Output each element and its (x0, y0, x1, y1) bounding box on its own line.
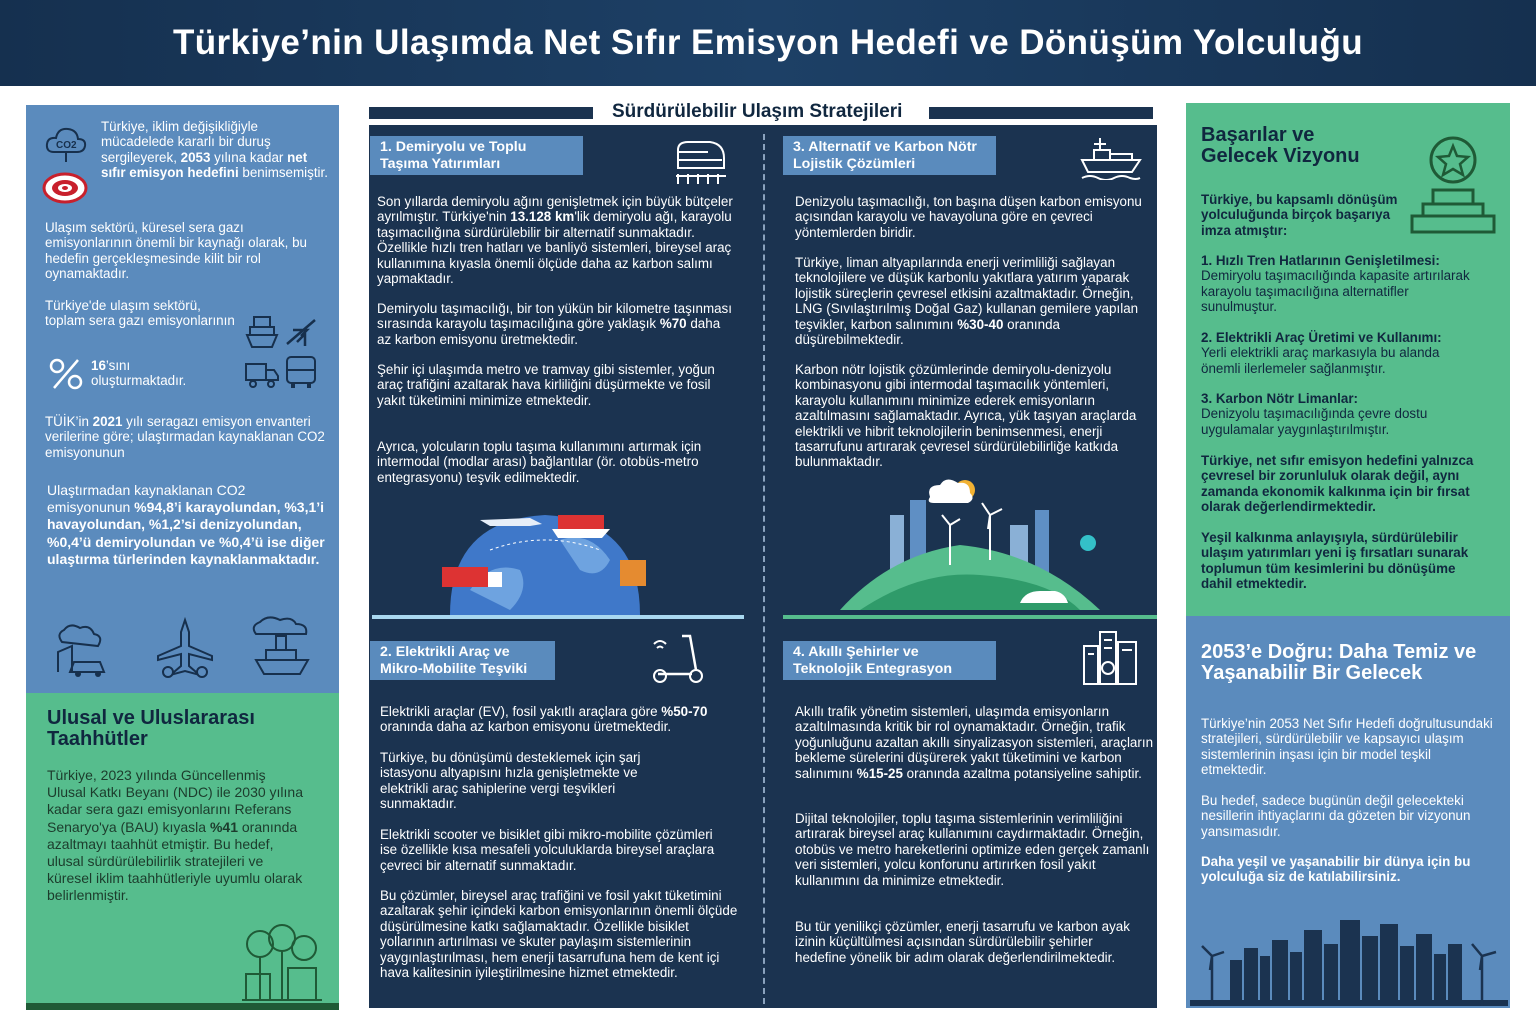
card3-bottom-line (783, 615, 1157, 619)
wind-city-icon (1190, 900, 1508, 1006)
card2-p3: Elektrikli scooter ve bisiklet gibi mikro-mobilite çözümleri ise özellikle kısa mesafeli yolculuklarda bireysel araçlara çevreci bir alternatif sunmaktadır. (380, 827, 715, 873)
card2-p2: Türkiye, bu dönüşümü desteklemek için şarj istasyonu altyapısını hızla genişletmekte ve elektrikli araç sahiplerine vergi teşvikleri sunmaktadır. (380, 750, 641, 812)
page-title: Türkiye’nin Ulaşımda Net Sıfır Emisyon Hedefi ve Dönüşüm Yolculuğu (172, 23, 1364, 62)
card1-p3: Şehir içi ulaşımda metro ve tramvay gibi sistemler, yoğun araç trafiğini azaltarak hava kirliliğini düşürmekte ve fosil yakıt tüketimini minimize etmektedir. (377, 362, 715, 408)
card4-title: 4. Akıllı Şehirler ve Teknolojik Entegrasyon (783, 641, 996, 680)
factory-car-icon (52, 622, 110, 680)
achievements-p2: Yeşil kalkınma anlayışıyla, sürdürülebilir ulaşım yatırımları yeni iş fırsatları sunarak toplumun tüm kesimlerini bu dönüşüme dahil etmektedir. (1201, 530, 1469, 592)
card1-p1: Son yıllarda demiryolu ağını genişletmek için büyük bütçeler ayrılmıştır. Türkiye'nin 13.128 km'lik demiryolu ağı, karayolu taşımacılığına sürdürülebilir bir alternatif sunmaktadır. Özellikle hızlı tren hatları ve banliyö sistemleri, bireysel araç kullanımına kıyasla önemli ölçüde daha az karbon salımı yapmaktadır. (377, 194, 733, 287)
card1-p2: Demiryolu taşımacılığı, bir ton yükün bir kilometre taşınması sırasında karayolu taşımacılığına göre yaklaşık %70 daha az karbon emisyonu üretmektedir. (377, 301, 732, 347)
plane-smoke-icon (154, 616, 216, 680)
trees-factory-icon (240, 922, 324, 1002)
achievement-1: 1. Hızlı Tren Hatlarının Genişletilmesi: Demiryolu taşımacılığında kapasite artırılarak karayolu taşımacılığına alternatifler sunulmuştur. (1201, 253, 1470, 315)
ship-smoke-icon (248, 616, 318, 680)
commitments-text: Türkiye, 2023 yılında Güncellenmiş Ulusal Katkı Beyanı (NDC) ile 2030 yılına kadar sera gazı emisyonlarını Referans Senaryo'ya (BAU) kıyasla %41 oranında azaltmayı taahhüt etmiştir. Bu hedef, ulusal sürdürülebilirlik stratejileri ve küresel iklim taahhütleriyle uyumlu olarak belirlenmiştir. (47, 767, 303, 904)
target-icon (42, 168, 88, 204)
card4-p2: Dijital teknolojiler, toplu taşıma sistemlerinin verimliliğini artırarak bireysel araç kullanımını caydırmaktadır. Örneğin, otobüs ve metro hareketlerini optimize eden gerçek zamanlı veri sistemleri, yolcu konforunu artırırken fosil yakıt kullanımını da minimize etmektedir. (795, 811, 1150, 888)
card4-p3: Bu tür yenilikçi çözümler, enerji tasarrufu ve karbon ayak izinin küçültülmesi açısından sürdürülebilir şehirler hedefine yönelik bir adım olarak değerlendirilmektedir. (795, 919, 1130, 965)
truck-icon (244, 358, 280, 390)
header-banner (0, 0, 1536, 86)
card2-title: 2. Elektrikli Araç ve Mikro-Mobilite Teşviki (370, 641, 555, 680)
future-p2: Bu hedef, sadece bugünün değil gelecekteki nesillerin ihtiyaçlarını da gözeten bir vizyonun yansımasıdır. (1201, 793, 1471, 839)
bus-icon (283, 354, 319, 390)
card4-p1: Akıllı trafik yönetim sistemleri, ulaşımda emisyonların azaltılmasında kritik bir rol oynamaktadır. Örneğin, trafik yoğunluğunu azaltan akıllı sinyalizasyon sistemleri, araçların bekleme sürelerini düşürerek yakıt tüketimini ve karbon salınımını %15-25 oranında azaltma potansiyeline sahiptir. (795, 704, 1154, 781)
left-sector-text: Ulaşım sektörü, küresel sera gazı emisyonlarının önemli bir kaynağı olarak, bu hedefin gerçekleşmesinde kilit bir rol oynamaktadır. (45, 220, 307, 282)
star-trophy-icon (1408, 132, 1498, 236)
left-percent-text: 16’sını oluşturmaktadır. (91, 358, 187, 389)
card2-p1: Elektrikli araçlar (EV), fosil yakıtlı araçlara göre %50-70 oranında daha az karbon emisyonu üretmektedir. (380, 704, 708, 735)
future-p3: Daha yeşil ve yaşanabilir bir dünya için bu yolculuğa siz de katılabilirsiniz. (1201, 854, 1471, 885)
strategies-title: Sürdürülebilir Ulaşım Stratejileri (612, 101, 903, 122)
train-icon (674, 136, 728, 186)
card1-p4: Ayrıca, yolcuların toplu taşıma kullanımını artırmak için intermodal (modlar arası) bağlantılar (ör. otobüs-metro entegrasyonu) teşvik edilmektedir. (377, 439, 702, 485)
card1-bottom-line (372, 615, 744, 619)
left-intro-text: Türkiye, iklim değişikliğiyle mücadelede kararlı bir duruş sergileyerek, 2053 yılına kadar net sıfır emisyon hedefini benimsemiştir. (101, 119, 328, 181)
green-city-illustration (830, 475, 1110, 615)
card3-p1: Denizyolu taşımacılığı, ton başına düşen karbon emisyonu açısından karayolu ve havayoluna göre en çevreci yöntemlerden biridir. (795, 194, 1142, 240)
card3-title: 3. Alternatif ve Karbon Nötr Lojistik Çözümleri (783, 136, 996, 175)
left-breakdown-text: Ulaştırmadan kaynaklanan CO2 emisyonunun %94,8’i karayolundan, %3,1’i havayolundan, %1,2’si denizyolundan, %0,4’ü demiryolundan ve %0,4’ü ise diğer ulaştırma türlerinden kaynaklanmaktadır. (47, 482, 325, 567)
percent-icon (48, 357, 84, 391)
section-title-bar-right (929, 107, 1153, 119)
commitments-title: Ulusal ve Uluslararası Taahhütler (47, 707, 255, 750)
left-share-text: Türkiye'de ulaşım sektörü, toplam sera gazı emisyonlarının (45, 298, 235, 329)
future-p1: Türkiye’nin 2053 Net Sıfır Hedefi doğrultusundaki stratejileri, sürdürülebilir ve kapsayıcı ulaşım sistemlerinin inşası için bir model teşkil etmektedir. (1201, 716, 1493, 778)
smart-city-icon (1080, 628, 1140, 686)
achievements-p1: Türkiye, net sıfır emisyon hedefini yalnızca çevresel bir zorunluluk olarak değil, aynı zamanda ekonomik kalkınma için bir fırsat olarak değerlendirmektedir. (1201, 453, 1474, 515)
co2-cloud-icon (44, 122, 88, 162)
ship-icon (245, 314, 279, 350)
achievements-title: Başarılar ve Gelecek Vizyonu (1201, 124, 1360, 167)
future-title: 2053’e Doğru: Daha Temiz ve Yaşanabilir Bir Gelecek (1201, 641, 1477, 684)
card1-title: 1. Demiryolu ve Toplu Taşıma Yatırımları (370, 136, 583, 175)
scooter-icon (648, 630, 706, 684)
globe-transport-illustration (430, 500, 660, 615)
strategies-divider (763, 134, 765, 1004)
card3-p2: Türkiye, liman altyapılarında enerji verimliliği sağlayan teknolojilere ve düşük karbonlu yakıtlara yatırım yaparak lojistik süreçlerin çevresel etkisini azaltmaktadır. Örneğin, LNG (Sıvılaştırılmış Doğal Gaz) kullanan gemilere yapılan teşvikler, karbon salınımını %30-40 oranında düşürebilmektedir. (795, 255, 1139, 348)
plane-icon (283, 316, 319, 348)
achievements-intro: Türkiye, bu kapsamlı dönüşüm yolculuğunda birçok başarıya imza atmıştır: (1201, 192, 1398, 238)
achievement-2: 2. Elektrikli Araç Üretimi ve Kullanımı: Yerli elektrikli araç markasıyla bu alanda önemli ilerlemeler sağlanmıştır. (1201, 330, 1442, 376)
card2-p4: Bu çözümler, bireysel araç trafiğini ve fosil yakıt tüketimini azaltarak şehir içindeki karbon emisyonlarının önemli ölçüde düşürülmesine katkı sağlamaktadır. Özellikle bisiklet yollarının artırılması ve skuter paylaşım sistemlerinin yaygınlaştırılması, hem enerji tasarrufuna hem de kent içi hava kalitesinin iyileştirilmesine hizmet etmektedir. (380, 888, 738, 981)
cargo-ship-icon (1080, 134, 1142, 180)
co2-icon-label: CO2 (56, 140, 77, 151)
section-title-bar-left (369, 107, 593, 119)
left-tuik-text: TÜİK’in 2021 yılı seragazı emisyon envanteri verilerine göre; ulaştırmadan kaynaklanan CO2 emisyonunun (45, 414, 325, 460)
achievement-3: 3. Karbon Nötr Limanlar: Denizyolu taşımacılığında çevre dostu uygulamalar yaygınlaştırılmıştır. (1201, 391, 1428, 437)
card3-p3: Karbon nötr lojistik çözümlerinde demiryolu-denizyolu kombinasyonu gibi intermodal taşımacılık yöntemleri, karayolu kullanımını minimize ederek emisyonların azaltılmasını sağlamaktadır. Ayrıca, yük taşıyan araçlarda elektrikli ve hibrit teknolojilerin benimsenmesi, enerji tasarrufunu artırarak çevresel sürdürülebilirliğe katkıda bulunmaktadır. (795, 362, 1137, 470)
